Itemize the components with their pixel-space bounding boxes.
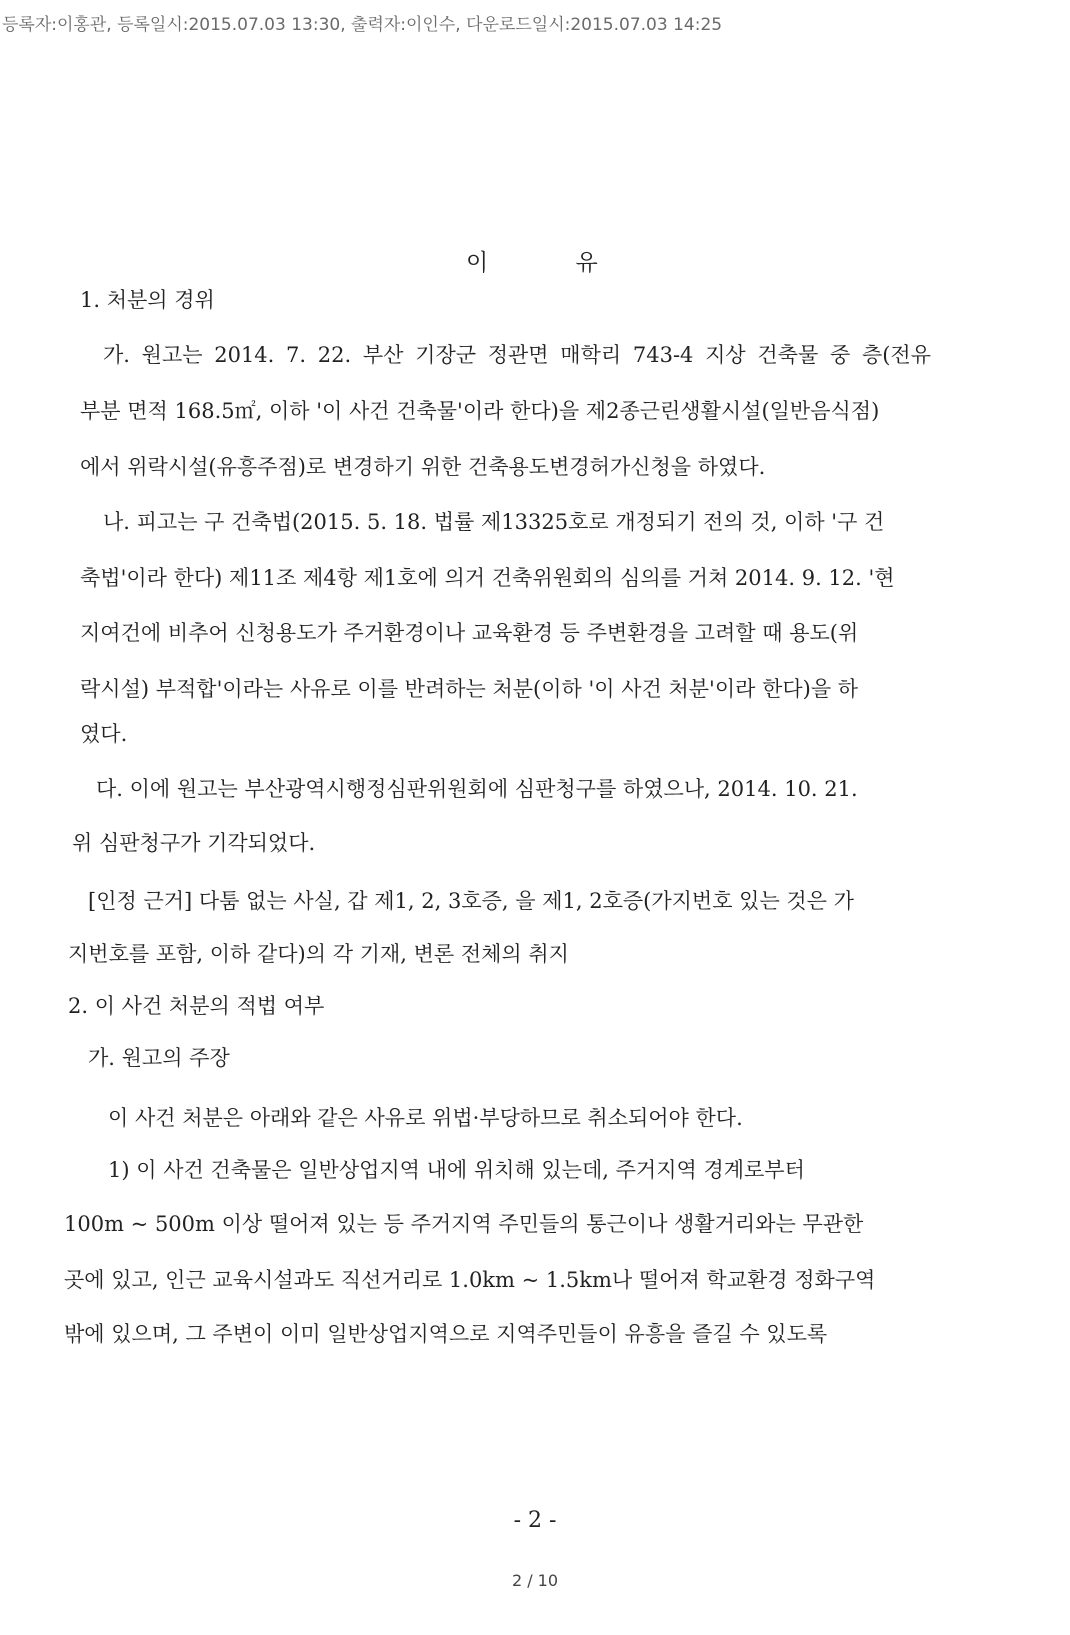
paragraph-line: 였다. — [80, 722, 128, 746]
section-title: 이 유 — [466, 250, 598, 276]
paragraph-line: 이 사건 처분은 아래와 같은 사유로 위법·부당하므로 취소되어야 한다. — [108, 1106, 743, 1130]
paragraph-line: 1) 이 사건 건축물은 일반상업지역 내에 위치해 있는데, 주거지역 경계로부터 — [108, 1158, 805, 1182]
page-counter: 2 / 10 — [511, 1571, 559, 1590]
subheading: 가. 원고의 주장 — [88, 1046, 230, 1070]
paragraph-line: 부분 면적 168.5㎡, 이하 '이 사건 건축물'이라 한다)을 제2종근린생활시설(일반음식점) — [80, 399, 880, 423]
paragraph-line: 지여건에 비추어 신청용도가 주거환경이나 교육환경 등 주변환경을 고려할 때 용도(위 — [80, 621, 859, 645]
heading-2: 2. 이 사건 처분의 적법 여부 — [68, 994, 325, 1018]
document-header-info: 등록자:이홍관, 등록일시:2015.07.03 13:30, 출력자:이인수, 다운로드일시:2015.07.03 14:25 — [2, 15, 723, 35]
paragraph-line: [인정 근거] 다툼 없는 사실, 갑 제1, 2, 3호증, 을 제1, 2호증(가지번호 있는 것은 가 — [88, 889, 854, 913]
paragraph-line: 축법'이라 한다) 제11조 제4항 제1호에 의거 건축위원회의 심의를 거쳐 2014. 9. 12. '현 — [80, 566, 895, 590]
paragraph-line: 다. 이에 원고는 부산광역시행정심판위원회에 심판청구를 하였으나, 2014. 10. 21. — [96, 777, 858, 801]
heading-1: 1. 처분의 경위 — [80, 288, 215, 312]
paragraph-line: 락시설) 부적합'이라는 사유로 이를 반려하는 처분(이하 '이 사건 처분'이라 한다)을 하 — [80, 677, 859, 701]
paragraph-line: 밖에 있으며, 그 주변이 이미 일반상업지역으로 지역주민들이 유흥을 즐길 수 있도록 — [64, 1322, 828, 1346]
paragraph-line: 100m ~ 500m 이상 떨어져 있는 등 주거지역 주민들의 통근이나 생활거리와는 무관한 — [64, 1212, 864, 1236]
paragraph-line: 나. 피고는 구 건축법(2015. 5. 18. 법률 제13325호로 개정되기 전의 것, 이하 '구 건 — [103, 510, 885, 534]
page-number: - 2 - — [513, 1508, 557, 1533]
paragraph-line: 위 심판청구가 기각되었다. — [72, 831, 316, 855]
paragraph-line: 에서 위락시설(유흥주점)로 변경하기 위한 건축용도변경허가신청을 하였다. — [80, 455, 766, 479]
paragraph-line: 가. 원고는 2014. 7. 22. 부산 기장군 정관면 매학리 743-4 지상 건축물 중 층(전유 — [103, 343, 931, 367]
paragraph-line: 지번호를 포함, 이하 같다)의 각 기재, 변론 전체의 취지 — [68, 942, 569, 966]
paragraph-line: 곳에 있고, 인근 교육시설과도 직선거리로 1.0km ~ 1.5km나 떨어져 학교환경 정화구역 — [64, 1268, 876, 1292]
